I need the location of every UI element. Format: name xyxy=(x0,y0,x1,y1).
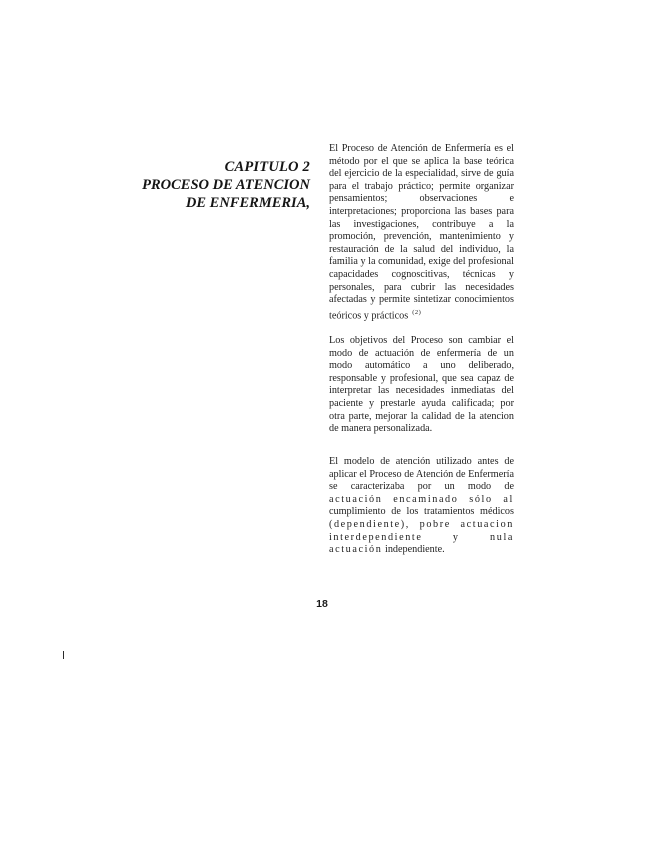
paragraph-model-text-c: cumplimiento de los tratamientos médicos xyxy=(329,506,514,518)
chapter-heading xyxy=(120,158,310,212)
paragraph-model-text-b: actuación encaminado sólo al xyxy=(329,493,514,505)
paragraph-definition xyxy=(329,143,514,323)
margin-mark xyxy=(63,651,64,659)
page-number: 18 xyxy=(316,598,328,610)
citation-mark: (2) xyxy=(412,308,422,316)
paragraph-previous-model xyxy=(329,456,514,557)
paragraph-definition-text: El Proceso de Atención de Enfermería es el método por el que se aplica la base teórica del ejercicio de la especialidad, sirve de guía para el trabajo práctico; permite organizar pensamientos; observaciones e interpretaciones; proporciona las bases para las investigaciones, contribuye a la promoción, prevención, mantenimiento y restauración de la salud del individuo, la familia y la comunidad, exige del profesional capacidades cognoscitivas, técnicas y personales, para cubrir las necesidades afectadas y permite sintetizar conocimientos teóricos y prácticos xyxy=(329,143,514,322)
paragraph-model-text-e: independiente. xyxy=(384,544,445,556)
paragraph-model-text-a: El modelo de atención utilizado antes de aplicar el Proceso de Atención de Enfermería se caracterizaba por un modo de xyxy=(329,456,514,493)
paragraph-objectives xyxy=(329,335,514,436)
chapter-label: CAPITULO 2 xyxy=(224,159,310,175)
paragraph-model-text-d: (dependiente), pobre actuacion interdependiente y nula actuación xyxy=(329,518,514,556)
chapter-title-line-1: PROCESO DE ATENCION xyxy=(142,177,310,193)
paragraph-objectives-text: Los objetivos del Proceso son cambiar el modo de actuación de enfermería de un modo automático a uno deliberado, responsable y profesional, que sea capaz de interpretar las necesidades inmediatas del paciente y prestarle ayuda calificada; por otra parte, mejorar la calidad de la atencion de manera personalizada. xyxy=(329,335,514,435)
chapter-title-line-2: DE ENFERMERIA, xyxy=(185,195,310,211)
